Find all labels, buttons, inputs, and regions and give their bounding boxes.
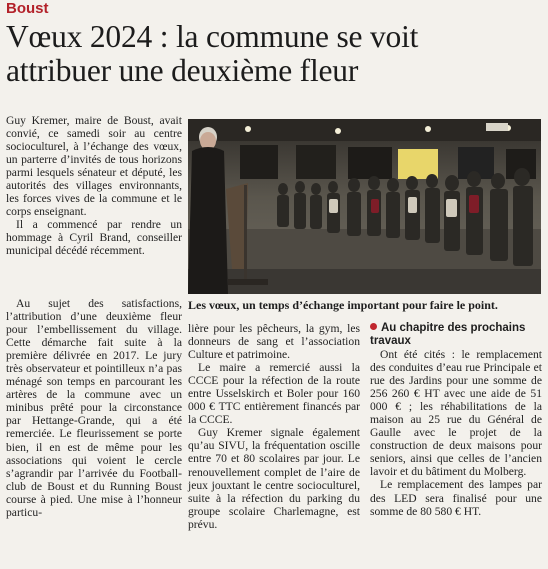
body-column-2 (188, 322, 360, 531)
headline-line-1: Vœux 2024 : la commune se voit (6, 19, 419, 54)
body-column-1-top (6, 114, 182, 258)
photo-caption: Les vœux, un temps d’échange important pour faire le point. (188, 298, 498, 312)
red-bullet-icon (370, 323, 377, 330)
paragraph-travaux: Ont été cités : le remplacement des conduites d’eau rue Principale et rue des Jardins pour une somme de 256 260 € HT avec une aide de 51 000 € ; les réhabilitations de la maison au 25 rue du Général de Gaulle avec le projet de la construction de deux maisons pour seniors, ainsi que celles de l’ancien lavoir et du bâtiment du Molberg. (370, 348, 542, 479)
paragraph-cccE: Le maire a remercié aussi la CCCE pour la réfection de la route entre Usselskirch et Boler pour 160 000 € TTC entièrement financés par la CCCE. (188, 361, 360, 427)
paragraph-associations: lière pour les pêcheurs, la gym, les donneurs de sang et l’association Culture et patrimoine. (188, 322, 360, 362)
headline (6, 20, 542, 88)
paragraph-led: Le remplacement des lampes par des LED sera finalisé pour une somme de 80 580 € HT. (370, 478, 542, 518)
paragraph-tribute: Il a commencé par rendre un hommage à Cyril Brand, conseiller municipal décédé récemment. (6, 218, 182, 258)
event-photo (188, 119, 541, 294)
headline-line-2: attribuer une deuxième fleur (6, 53, 359, 88)
paragraph-intro: Guy Kremer, maire de Boust, avait convié, ce samedi soir au centre socioculturel, à l’échange des vœux, un parterre d’invités de tous horizons parmi lesquels sénateur et député, les autorités des villages environnants, les forces vives de la commune et le corps enseignant. (6, 114, 182, 219)
subheading-travaux (370, 322, 542, 348)
paragraph-satisfactions: Au sujet des satisfactions, l’attribution d’une deuxième fleur pour l’embellissement du village. Cette démarche fait suite à la première délivrée en 2017. Le jury très observateur et pointilleux n’a pas ménagé son temps en parcourant les artères de la commune avec un minibus prêté pour la circonstance par Hettange-Grande, qui a été remerciée. Le fleurissement se porte bien, il en est de même pour les associations qui voient le cercle s’agrandir par l’arrivée du Football-club de Boust et du Running Boust course à pied. Une mise à l’honneur particu- (6, 297, 182, 519)
subheading-text: Au chapitre des prochains travaux (370, 322, 526, 347)
paragraph-sivu: Guy Kremer signale également qu’au SIVU, la fréquentation oscille entre 70 et 80 scolaires par jour. Le renouvellement complet de l’aire de jeux jouxtant le centre socioculturel, suite à la réfection du parking du groupe scolaire Charlemagne, est prévu. (188, 426, 360, 531)
event-photo-image (188, 119, 541, 294)
section-kicker: Boust (6, 0, 49, 17)
body-column-1-bottom (6, 297, 182, 519)
body-column-3 (370, 348, 542, 518)
